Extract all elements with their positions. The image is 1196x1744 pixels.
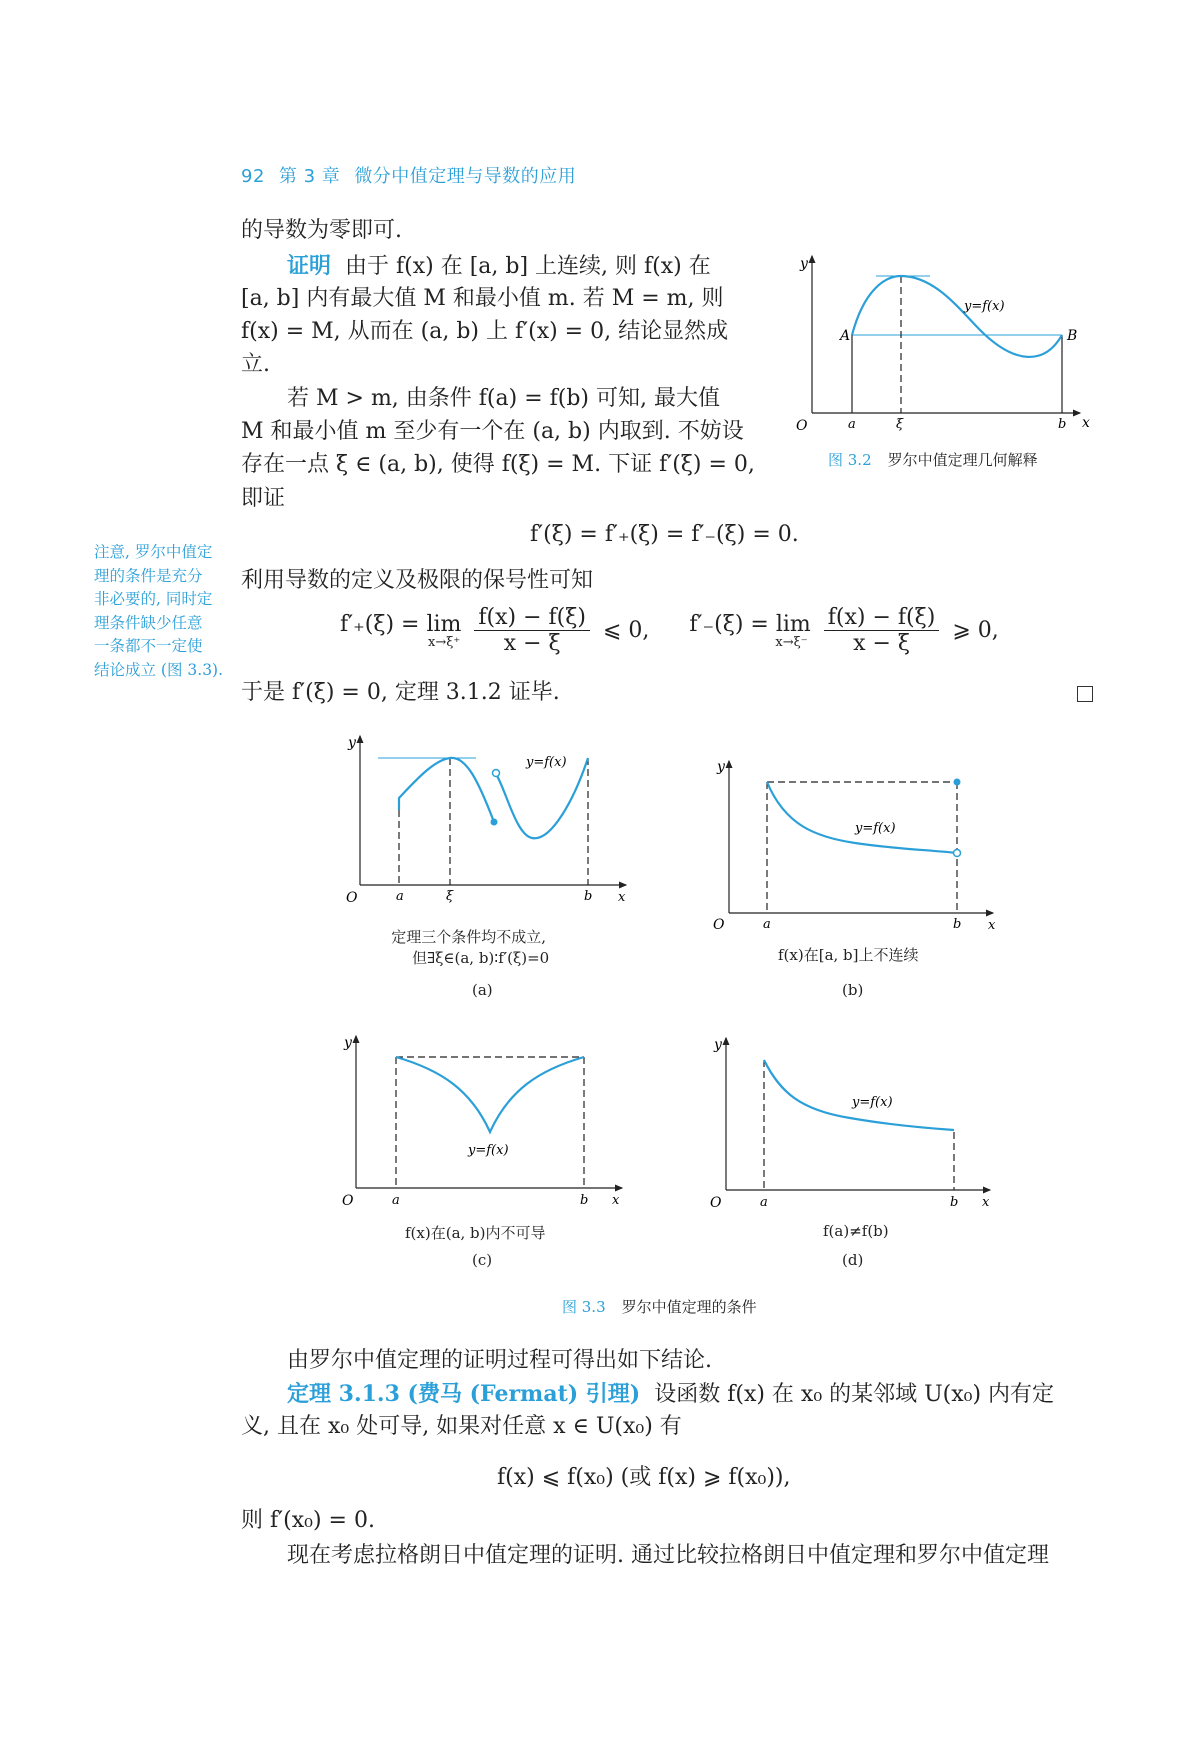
tick-b: b xyxy=(950,1195,959,1210)
text-line: 于是 f′(ξ) = 0, 定理 3.1.2 证毕. xyxy=(241,680,560,705)
text-line: 由罗尔中值定理的证明过程可得出如下结论. xyxy=(287,1348,712,1373)
caption-text: 罗尔中值定理几何解释 xyxy=(887,451,1038,469)
curve-right-piece xyxy=(496,758,588,838)
figure-3-3a-desc xyxy=(388,926,549,968)
open-endpoint xyxy=(493,770,500,777)
open-endpoint xyxy=(954,850,961,857)
desc-line: 定理三个条件均不成立, xyxy=(391,928,546,946)
tick-xi: ξ xyxy=(896,417,904,432)
margin-note-line: 结论成立 (图 3.3). xyxy=(94,660,224,679)
eq2-left-head: f′₊(ξ) = lim xyxy=(340,611,462,637)
text-line: 即证 xyxy=(241,486,286,511)
curve-label: y=f(x) xyxy=(852,1095,893,1110)
eq2-right-denominator: x − ξ xyxy=(853,631,911,656)
figure-3-3-caption xyxy=(562,1296,757,1317)
text-line: 现在考虑拉格朗日中值定理的证明. 通过比较拉格朗日中值定理和罗尔中值定理 xyxy=(287,1543,1049,1568)
text-line: 若 M > m, 由条件 f(a) = f(b) 可知, 最大值 xyxy=(287,386,720,411)
tick-a: a xyxy=(392,1193,400,1208)
tick-a: a xyxy=(760,1195,768,1210)
equation-2 xyxy=(340,605,999,665)
equation-3: f(x) ⩽ f(x₀) (或 f(x) ⩾ f(x₀)), xyxy=(497,1465,791,1490)
y-axis-label: y xyxy=(348,735,356,751)
figure-3-3a-tag: (a) xyxy=(472,981,493,999)
margin-note-line: 一条都不一定使 xyxy=(94,637,203,655)
origin-label: O xyxy=(346,890,358,906)
tick-a: a xyxy=(763,917,771,932)
caption-number: 图 3.2 xyxy=(828,451,872,469)
figure-3-3b-desc: f(x)在[a, b]上不连续 xyxy=(778,946,919,964)
running-header xyxy=(241,162,576,188)
text-line: 则 f′(x₀) = 0. xyxy=(241,1508,375,1533)
curve-label: y=f(x) xyxy=(855,821,896,836)
theorem-line xyxy=(287,1381,1054,1408)
point-A-label: A xyxy=(840,328,851,344)
margin-note-line: 注意, 罗尔中值定 xyxy=(94,543,213,561)
text-span: 由于 f(x) 在 [a, b] 上连续, 则 f(x) 在 xyxy=(345,254,711,279)
tick-a: a xyxy=(848,417,856,432)
caption-text: 罗尔中值定理的条件 xyxy=(621,1298,757,1316)
curve-left-piece xyxy=(399,758,494,822)
figure-3-3a xyxy=(336,730,636,915)
figure-3-3c-tag: (c) xyxy=(472,1251,493,1269)
y-axis-label: y xyxy=(714,1037,722,1053)
eq2-left-numerator: f(x) − f(ξ) xyxy=(474,605,590,631)
eq2-left-denominator: x − ξ xyxy=(503,631,561,656)
eq2-right-numerator: f(x) − f(ξ) xyxy=(824,605,940,631)
origin-label: O xyxy=(342,1193,354,1209)
figure-3-3b xyxy=(705,755,1005,935)
figure-3-3c xyxy=(336,1030,636,1210)
figure-3-2 xyxy=(780,250,1100,450)
text-line: 的导数为零即可. xyxy=(241,218,402,243)
margin-note-line: 理的条件是充分 xyxy=(94,566,203,585)
x-axis-label: x xyxy=(988,918,996,933)
curve-label: y=f(x) xyxy=(526,755,567,770)
text-line: M 和最小值 m 至少有一个在 (a, b) 内取到. 不妨设 xyxy=(241,419,744,444)
x-axis-label: x xyxy=(612,1193,620,1208)
curve xyxy=(852,276,1062,357)
figure-3-3d-tag: (d) xyxy=(842,1251,864,1269)
margin-note-line: 非必要的, 同时定 xyxy=(94,590,213,608)
figure-3-3b-tag: (b) xyxy=(842,981,864,999)
caption-number: 图 3.3 xyxy=(562,1298,606,1316)
closed-endpoint xyxy=(954,779,961,786)
tick-b: b xyxy=(1058,417,1067,432)
eq2-right-fraction xyxy=(824,605,940,656)
chapter-number: 第 3 章 xyxy=(278,166,341,187)
curve xyxy=(767,782,957,853)
text-span: 设函数 f(x) 在 x₀ 的某邻域 U(x₀) 内有定 xyxy=(654,1382,1055,1407)
chapter-title: 微分中值定理与导数的应用 xyxy=(354,166,577,187)
proof-line xyxy=(287,253,711,280)
origin-label: O xyxy=(710,1195,722,1211)
eq2-right-sub: x→ξ⁻ xyxy=(775,634,808,650)
y-axis-label: y xyxy=(800,256,808,272)
origin-label: O xyxy=(713,917,725,933)
figure-3-2-caption xyxy=(828,449,1038,470)
curve-label: y=f(x) xyxy=(468,1143,509,1158)
text-line: 利用导数的定义及极限的保号性可知 xyxy=(241,568,594,593)
theorem-label: 定理 3.1.3 (费马 (Fermat) 引理) xyxy=(287,1381,641,1407)
margin-note-line: 理条件缺少任意 xyxy=(94,613,203,632)
proof-label: 证明 xyxy=(287,253,332,279)
x-axis-label: x xyxy=(618,890,626,905)
origin-label: O xyxy=(796,418,808,434)
x-axis-label: x xyxy=(1082,415,1090,431)
x-axis-label: x xyxy=(982,1195,990,1210)
eq2-right-relation: ⩾ 0, xyxy=(952,618,999,643)
tick-b: b xyxy=(584,889,593,904)
eq2-right-head: f′₋(ξ) = lim xyxy=(689,611,811,637)
page-number: 92 xyxy=(241,166,265,187)
equation-1: f′(ξ) = f′₊(ξ) = f′₋(ξ) = 0. xyxy=(530,522,799,547)
figure-3-3c-desc: f(x)在(a, b)内不可导 xyxy=(405,1224,546,1242)
tick-a: a xyxy=(396,889,404,904)
margin-note xyxy=(94,541,229,682)
desc-line: 但∃ξ∈(a, b)∶f′(ξ)=0 xyxy=(412,949,550,967)
eq2-left-relation: ⩽ 0, xyxy=(602,618,650,643)
closed-endpoint xyxy=(491,819,498,826)
text-line: 存在一点 ξ ∈ (a, b), 使得 f(ξ) = M. 下证 f′(ξ) = 0, xyxy=(241,452,755,477)
tick-b: b xyxy=(580,1193,589,1208)
qed-box xyxy=(1077,686,1093,702)
tick-xi: ξ xyxy=(446,889,454,904)
text-line: [a, b] 内有最大值 M 和最小值 m. 若 M = m, 则 xyxy=(241,286,724,311)
figure-3-3d-desc: f(a)≠f(b) xyxy=(823,1222,889,1240)
curve-label: y=f(x) xyxy=(964,299,1005,314)
y-axis-label: y xyxy=(717,759,725,775)
eq2-left-fraction xyxy=(474,605,590,656)
eq2-left-sub: x→ξ⁺ xyxy=(428,634,461,650)
figure-3-3d xyxy=(700,1032,1000,1212)
point-B-label: B xyxy=(1067,328,1078,344)
text-line: f(x) = M, 从而在 (a, b) 上 f′(x) = 0, 结论显然成 xyxy=(241,319,729,344)
y-axis-label: y xyxy=(344,1035,352,1051)
text-line: 义, 且在 x₀ 处可导, 如果对任意 x ∈ U(x₀) 有 xyxy=(241,1414,682,1439)
tick-b: b xyxy=(953,917,962,932)
curve xyxy=(396,1057,584,1132)
text-line: 立. xyxy=(241,352,270,377)
